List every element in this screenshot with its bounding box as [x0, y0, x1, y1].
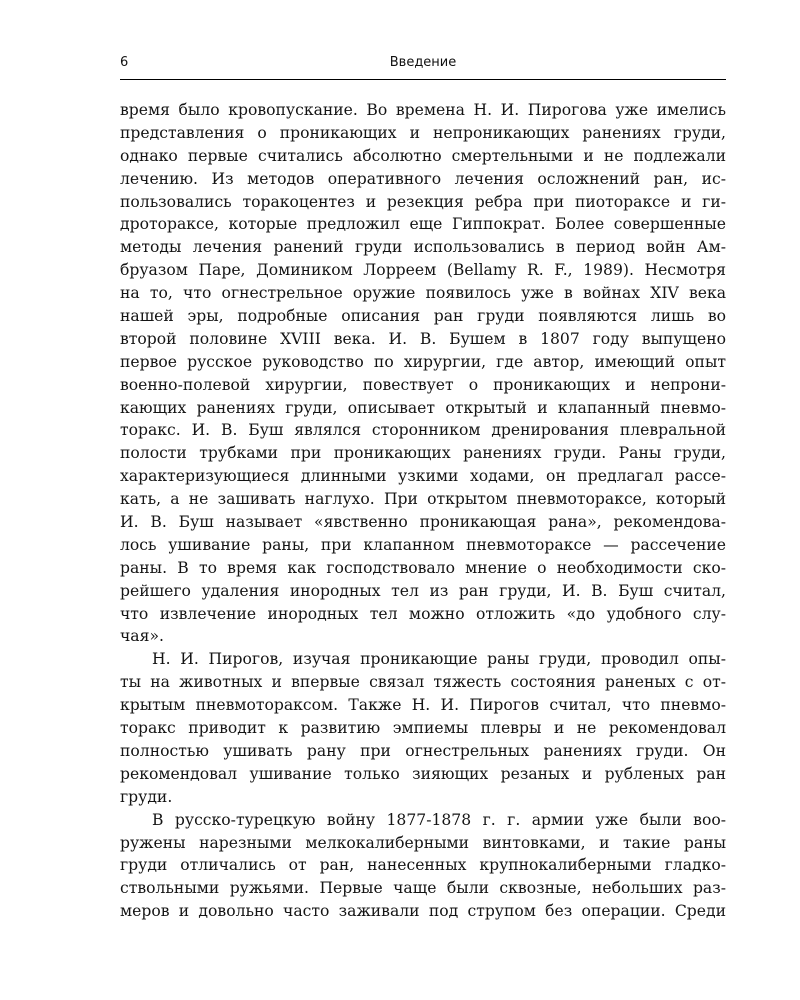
text-line: полости трубками при проникающих ранениях груди. Раны груди, [120, 444, 726, 463]
text-line: второй половине XVIII века. И. В. Бушем в 1807 году выпущено [120, 329, 726, 348]
text-line: бруазом Паре, Домиником Лорреем (Bellamy R. F., 1989). Несмотря [120, 261, 726, 280]
text-line: рейшего удаления инородных тел из ран груди, И. В. Буш считал, [120, 581, 726, 600]
text-line: груди отличались от ран, нанесенных крупнокалиберными гладко- [120, 856, 726, 875]
text-line: представления о проникающих и непроникающих ранениях груди, [120, 123, 726, 142]
text-line: И. В. Буш называет «явственно проникающая рана», рекомендова- [120, 513, 726, 532]
text-line: пользовались торакоцентез и резекция ребра при пиотораксе и ги- [120, 192, 726, 211]
text-line: время было кровопускание. Во времена Н. И. Пирогова уже имелись [120, 101, 726, 119]
text-line: методы лечения ранений груди использовались в период войн Ам- [120, 238, 726, 257]
paragraph-1 [120, 99, 726, 648]
text-line: крытым пневмотораксом. Также Н. И. Пирогов считал, что пневмо- [120, 696, 726, 715]
text-line: чая». [120, 627, 164, 646]
text-line: торакс. И. В. Буш являлся сторонником дренирования плевральной [120, 421, 726, 440]
text-line: военно-полевой хирургии, повествует о проникающих и непрони- [120, 375, 726, 394]
paragraph-3 [120, 809, 726, 923]
text-line: ты на животных и впервые связал тяжесть состояния раненых с от- [120, 673, 726, 692]
text-line: ружены нарезными мелкокалиберными винтовками, и такие раны [120, 833, 726, 852]
text-line: однако первые считались абсолютно смертельными и не подлежали [120, 146, 726, 165]
text-line: что извлечение инородных тел можно отложить «до удобного слу- [120, 604, 726, 623]
section-title: Введение [389, 55, 457, 70]
text-line: ствольными ружьями. Первые чаще были сквозные, небольших раз- [120, 879, 726, 898]
page-number: 6 [120, 55, 129, 70]
text-line: дротораксе, которые предложил еще Гиппократ. Более совершенные [120, 215, 726, 234]
text-line: нашей эры, подробные описания ран груди появляются лишь во [120, 307, 726, 326]
text-line: меров и довольно часто заживали под струпом без операции. Среди [120, 902, 726, 921]
paragraph-2 [120, 648, 726, 808]
text-line: первое русское руководство по хирургии, где автор, имеющий опыт [120, 352, 726, 371]
text-line: лечению. Из методов оперативного лечения осложнений ран, ис- [120, 169, 726, 188]
text-line: на то, что огнестрельное оружие появилось уже в войнах XIV века [120, 284, 726, 303]
text-line: В русско-турецкую войну 1877-1878 г. г. армии уже были воо- [152, 810, 726, 829]
text-line: рекомендовал ушивание только зияющих резаных и рубленых ран [120, 764, 726, 783]
running-head [120, 55, 726, 79]
text-line: груди. [120, 787, 173, 806]
text-line: торакс приводит к развитию эмпиемы плевры и не рекомендовал [120, 719, 726, 738]
text-line: характеризующиеся длинными узкими ходами, он предлагал рассе- [120, 467, 726, 486]
text-line: раны. В то время как господствовало мнение о необходимости ско- [120, 558, 726, 577]
text-line: Н. И. Пирогов, изучая проникающие раны груди, проводил опы- [152, 650, 726, 669]
header-rule [120, 79, 726, 80]
text-line: кающих ранениях груди, описывает открытый и клапанный пневмо- [120, 398, 726, 417]
text-line: полностью ушивать рану при огнестрельных ранениях груди. Он [120, 741, 726, 760]
text-line: кать, а не зашивать наглухо. При открытом пневмотораксе, который [120, 490, 726, 509]
text-line: лось ушивание раны, при клапанном пневмотораксе — рассечение [120, 535, 726, 554]
body-text [120, 99, 726, 923]
